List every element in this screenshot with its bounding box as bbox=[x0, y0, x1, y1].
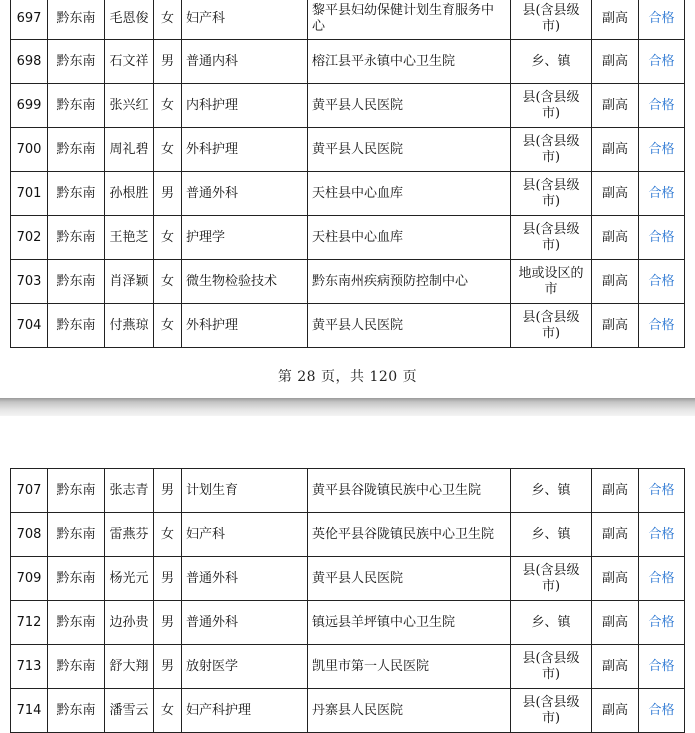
table-row bbox=[11, 601, 685, 645]
name-cell: 边孙贵 bbox=[105, 601, 154, 645]
prefecture-cell: 黔东南 bbox=[48, 40, 105, 84]
results-table-page-28 bbox=[10, 0, 685, 348]
gender-cell: 女 bbox=[154, 0, 182, 40]
result-cell: 合格 bbox=[639, 689, 685, 733]
unit-level-cell: 县(含县级市) bbox=[511, 0, 592, 40]
prefecture-cell: 黔东南 bbox=[48, 689, 105, 733]
table-row bbox=[11, 513, 685, 557]
title-level-cell: 副高 bbox=[592, 645, 639, 689]
row-number: 713 bbox=[11, 645, 48, 689]
name-cell: 潘雪云 bbox=[105, 689, 154, 733]
gender-cell: 女 bbox=[154, 513, 182, 557]
specialty-cell: 妇产科护理 bbox=[182, 689, 308, 733]
result-cell: 合格 bbox=[639, 0, 685, 40]
prefecture-cell: 黔东南 bbox=[48, 469, 105, 513]
name-cell: 肖泽颖 bbox=[105, 260, 154, 304]
gender-cell: 男 bbox=[154, 557, 182, 601]
row-number: 698 bbox=[11, 40, 48, 84]
prefecture-cell: 黔东南 bbox=[48, 601, 105, 645]
table-row bbox=[11, 172, 685, 216]
name-cell: 周礼碧 bbox=[105, 128, 154, 172]
name-cell: 毛恩俊 bbox=[105, 0, 154, 40]
result-cell: 合格 bbox=[639, 513, 685, 557]
name-cell: 孙根胜 bbox=[105, 172, 154, 216]
table-row bbox=[11, 689, 685, 733]
title-level-cell: 副高 bbox=[592, 0, 639, 40]
table-row bbox=[11, 260, 685, 304]
unit-level-cell: 乡、镇 bbox=[511, 601, 592, 645]
unit-level-cell: 乡、镇 bbox=[511, 513, 592, 557]
unit-level-cell: 县(含县级市) bbox=[511, 645, 592, 689]
result-cell: 合格 bbox=[639, 260, 685, 304]
specialty-cell: 外科护理 bbox=[182, 304, 308, 348]
row-number: 701 bbox=[11, 172, 48, 216]
title-level-cell: 副高 bbox=[592, 40, 639, 84]
work-unit-cell: 黎平县妇幼保健计划生育服务中心 bbox=[308, 0, 511, 40]
table-row bbox=[11, 84, 685, 128]
work-unit-cell: 黔东南州疾病预防控制中心 bbox=[308, 260, 511, 304]
title-level-cell: 副高 bbox=[592, 304, 639, 348]
specialty-cell: 妇产科 bbox=[182, 513, 308, 557]
prefecture-cell: 黔东南 bbox=[48, 557, 105, 601]
prefecture-cell: 黔东南 bbox=[48, 304, 105, 348]
result-cell: 合格 bbox=[639, 172, 685, 216]
result-cell: 合格 bbox=[639, 557, 685, 601]
gender-cell: 男 bbox=[154, 40, 182, 84]
result-cell: 合格 bbox=[639, 216, 685, 260]
gender-cell: 女 bbox=[154, 216, 182, 260]
row-number: 703 bbox=[11, 260, 48, 304]
unit-level-cell: 县(含县级市) bbox=[511, 689, 592, 733]
prefecture-cell: 黔东南 bbox=[48, 216, 105, 260]
row-number: 712 bbox=[11, 601, 48, 645]
results-table-page-29 bbox=[10, 468, 685, 733]
gender-cell: 女 bbox=[154, 84, 182, 128]
unit-level-cell: 县(含县级市) bbox=[511, 128, 592, 172]
row-number: 704 bbox=[11, 304, 48, 348]
work-unit-cell: 天柱县中心血库 bbox=[308, 172, 511, 216]
work-unit-cell: 黄平县人民医院 bbox=[308, 557, 511, 601]
unit-level-cell: 乡、镇 bbox=[511, 469, 592, 513]
work-unit-cell: 榕江县平永镇中心卫生院 bbox=[308, 40, 511, 84]
title-level-cell: 副高 bbox=[592, 557, 639, 601]
gender-cell: 女 bbox=[154, 260, 182, 304]
table-row bbox=[11, 0, 685, 40]
specialty-cell: 护理学 bbox=[182, 216, 308, 260]
title-level-cell: 副高 bbox=[592, 84, 639, 128]
gender-cell: 男 bbox=[154, 645, 182, 689]
name-cell: 舒大翔 bbox=[105, 645, 154, 689]
work-unit-cell: 黄平县人民医院 bbox=[308, 84, 511, 128]
prefecture-cell: 黔东南 bbox=[48, 172, 105, 216]
prefecture-cell: 黔东南 bbox=[48, 128, 105, 172]
specialty-cell: 放射医学 bbox=[182, 645, 308, 689]
specialty-cell: 微生物检验技术 bbox=[182, 260, 308, 304]
work-unit-cell: 黄平县人民医院 bbox=[308, 128, 511, 172]
title-level-cell: 副高 bbox=[592, 469, 639, 513]
table-row bbox=[11, 645, 685, 689]
title-level-cell: 副高 bbox=[592, 260, 639, 304]
work-unit-cell: 黄平县人民医院 bbox=[308, 304, 511, 348]
result-cell: 合格 bbox=[639, 469, 685, 513]
title-level-cell: 副高 bbox=[592, 689, 639, 733]
unit-level-cell: 地或设区的市 bbox=[511, 260, 592, 304]
row-number: 707 bbox=[11, 469, 48, 513]
specialty-cell: 内科护理 bbox=[182, 84, 308, 128]
title-level-cell: 副高 bbox=[592, 216, 639, 260]
specialty-cell: 普通外科 bbox=[182, 172, 308, 216]
prefecture-cell: 黔东南 bbox=[48, 513, 105, 557]
result-cell: 合格 bbox=[639, 645, 685, 689]
gender-cell: 男 bbox=[154, 469, 182, 513]
table-row bbox=[11, 304, 685, 348]
row-number: 714 bbox=[11, 689, 48, 733]
gender-cell: 男 bbox=[154, 172, 182, 216]
work-unit-cell: 镇远县羊坪镇中心卫生院 bbox=[308, 601, 511, 645]
specialty-cell: 普通内科 bbox=[182, 40, 308, 84]
specialty-cell: 计划生育 bbox=[182, 469, 308, 513]
row-number: 700 bbox=[11, 128, 48, 172]
gender-cell: 男 bbox=[154, 601, 182, 645]
specialty-cell: 普通外科 bbox=[182, 557, 308, 601]
work-unit-cell: 丹寨县人民医院 bbox=[308, 689, 511, 733]
row-number: 697 bbox=[11, 0, 48, 40]
result-cell: 合格 bbox=[639, 304, 685, 348]
name-cell: 付燕琼 bbox=[105, 304, 154, 348]
name-cell: 石文祥 bbox=[105, 40, 154, 84]
row-number: 702 bbox=[11, 216, 48, 260]
title-level-cell: 副高 bbox=[592, 513, 639, 557]
title-level-cell: 副高 bbox=[592, 128, 639, 172]
unit-level-cell: 县(含县级市) bbox=[511, 172, 592, 216]
unit-level-cell: 县(含县级市) bbox=[511, 304, 592, 348]
result-cell: 合格 bbox=[639, 84, 685, 128]
table-row bbox=[11, 557, 685, 601]
prefecture-cell: 黔东南 bbox=[48, 260, 105, 304]
specialty-cell: 妇产科 bbox=[182, 0, 308, 40]
name-cell: 杨光元 bbox=[105, 557, 154, 601]
title-level-cell: 副高 bbox=[592, 601, 639, 645]
page-separator bbox=[0, 398, 695, 416]
name-cell: 张志青 bbox=[105, 469, 154, 513]
table-row bbox=[11, 40, 685, 84]
unit-level-cell: 县(含县级市) bbox=[511, 84, 592, 128]
prefecture-cell: 黔东南 bbox=[48, 645, 105, 689]
name-cell: 王艳芝 bbox=[105, 216, 154, 260]
unit-level-cell: 县(含县级市) bbox=[511, 216, 592, 260]
work-unit-cell: 凯里市第一人民医院 bbox=[308, 645, 511, 689]
specialty-cell: 外科护理 bbox=[182, 128, 308, 172]
row-number: 708 bbox=[11, 513, 48, 557]
work-unit-cell: 天柱县中心血库 bbox=[308, 216, 511, 260]
table-row bbox=[11, 128, 685, 172]
name-cell: 雷燕芬 bbox=[105, 513, 154, 557]
page-number-footer: 第 28 页，共 120 页 bbox=[277, 369, 418, 385]
title-level-cell: 副高 bbox=[592, 172, 639, 216]
table-row bbox=[11, 469, 685, 513]
result-cell: 合格 bbox=[639, 601, 685, 645]
unit-level-cell: 乡、镇 bbox=[511, 40, 592, 84]
gender-cell: 女 bbox=[154, 689, 182, 733]
result-cell: 合格 bbox=[639, 40, 685, 84]
work-unit-cell: 黄平县谷陇镇民族中心卫生院 bbox=[308, 469, 511, 513]
gender-cell: 女 bbox=[154, 128, 182, 172]
specialty-cell: 普通外科 bbox=[182, 601, 308, 645]
table-row bbox=[11, 216, 685, 260]
row-number: 709 bbox=[11, 557, 48, 601]
name-cell: 张兴红 bbox=[105, 84, 154, 128]
work-unit-cell: 英伦平县谷陇镇民族中心卫生院 bbox=[308, 513, 511, 557]
row-number: 699 bbox=[11, 84, 48, 128]
result-cell: 合格 bbox=[639, 128, 685, 172]
prefecture-cell: 黔东南 bbox=[48, 84, 105, 128]
gender-cell: 女 bbox=[154, 304, 182, 348]
prefecture-cell: 黔东南 bbox=[48, 0, 105, 40]
unit-level-cell: 县(含县级市) bbox=[511, 557, 592, 601]
